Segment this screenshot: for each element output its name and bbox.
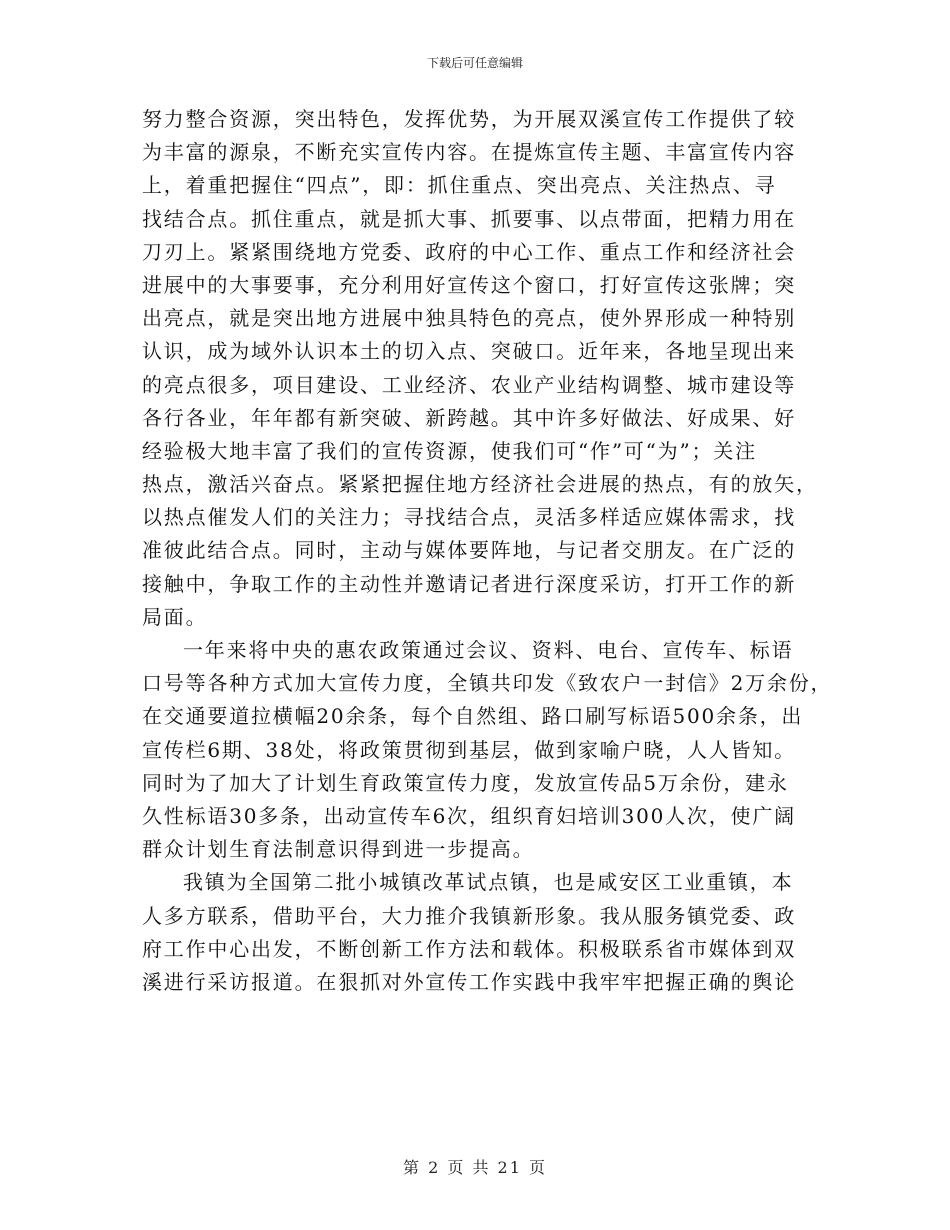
page-number-footer: 第 2 页 共 21 页 [403,1158,547,1177]
text-line: 溪进行采访报道。在狠抓对外宣传工作实践中我牢牢把握正确的舆论 [142,969,796,994]
paragraph [142,103,818,634]
text-line: 府工作中心出发，不断创新工作方法和载体。积极联系省市媒体到双 [142,936,796,961]
text-line: 进展中的大事要事，充分利用好宣传这个窗口，打好宣传这张牌；突 [142,272,796,297]
text-line: 局面。 [142,604,208,629]
text-line: 找结合点。抓住重点，就是抓大事、抓要事、以点带面，把精力用在 [142,206,796,231]
text-line: 宣传栏6期、38处，将政策贯彻到基层，做到家喻户晓，人人皆知。 [142,737,796,762]
text-line: 接触中，争取工作的主动性并邀请记者进行深度采访，打开工作的新 [142,571,796,596]
text-line: 群众计划生育法制意识得到进一步提高。 [142,837,535,862]
text-line: 刀刃上。紧紧围绕地方党委、政府的中心工作、重点工作和经济社会 [142,239,796,264]
text-line: 以热点催发人们的关注力；寻找结合点，灵活多样适应媒体需求，找 [142,505,796,530]
text-line: 经验极大地丰富了我们的宣传资源，使我们可“作”可“为”；关注 [142,438,757,463]
text-line: 人多方联系，借助平台，大力推介我镇新形象。我从服务镇党委、政 [142,903,796,928]
text-line: 认识，成为域外认识本土的切入点、突破口。近年来，各地呈现出来 [142,339,796,364]
text-line: 准彼此结合点。同时，主动与媒体要阵地，与记者交朋友。在广泛的 [142,538,796,563]
page-header: 下载后可任意编辑 [426,56,523,70]
text-line: 热点，激活兴奋点。紧紧把握住地方经济社会进展的热点，有的放矢， [142,472,818,497]
text-line: 出亮点，就是突出地方进展中独具特色的亮点，使外界形成一种特别 [142,306,796,331]
text-line: 久性标语30多条，出动宣传车6次，组织育妇培训300人次，使广阔 [142,803,796,828]
paragraph [142,866,810,999]
text-line: 在交通要道拉横幅20余条，每个自然组、路口刷写标语500余条，出 [142,704,804,729]
paragraph [142,634,833,866]
text-line: 同时为了加大了计划生育政策宣传力度，发放宣传品5万余份，建永 [142,770,789,795]
text-line: 我镇为全国第二批小城镇改革试点镇，也是咸安区工业重镇，本 [183,870,794,895]
text-line: 努力整合资源，突出特色，发挥优势，为开展双溪宣传工作提供了较 [142,107,796,131]
text-line: 的亮点很多，项目建设、工业经济、农业产业结构调整、城市建设等 [142,372,796,397]
text-line: 上，着重把握住“四点”，即：抓住重点、突出亮点、关注热点、寻 [142,173,777,198]
text-line: 各行各业，年年都有新突破、新跨越。其中许多好做法、好成果、好 [142,405,796,430]
document-body [142,103,833,999]
text-line: 一年来将中央的惠农政策通过会议、资料、电台、宣传车、标语 [183,638,794,662]
text-line: 为丰富的源泉，不断充实宣传内容。在提炼宣传主题、丰富宣传内容 [142,140,796,165]
text-line: 口号等各种方式加大宣传力度，全镇共印发《致农户一封信》2万余份， [142,671,833,696]
